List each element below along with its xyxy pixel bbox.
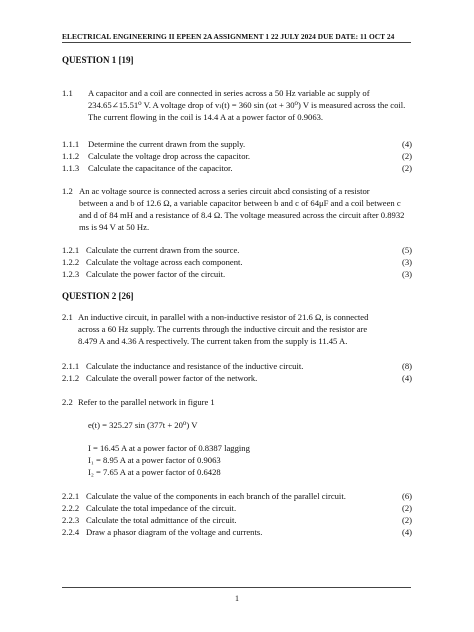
- item-marks: (2): [401, 163, 412, 173]
- item-2-1-number: 2.1: [62, 312, 73, 322]
- item-marks: (2): [401, 503, 412, 513]
- item-1-2-line: An ac voltage source is connected across a series circuit abcd consisting of a resistor: [79, 186, 370, 196]
- item-number: 2.1.1: [62, 361, 80, 371]
- item-number: 2.1.2: [62, 373, 80, 383]
- page-header: ELECTRICAL ENGINEERING II EPEEN 2A ASSIGNMENT 1 22 JULY 2024 DUE DATE: 11 OCT 24: [62, 32, 395, 41]
- item-marks: (4): [401, 527, 412, 537]
- item-2-1-line: 8.479 A and 4.36 A respectively. The current taken from the supply is 11.45 A.: [78, 336, 348, 346]
- item-text: Calculate the total admittance of the circuit.: [86, 515, 237, 525]
- item-marks: (5): [401, 245, 412, 255]
- current-total: I = 16.45 A at a power factor of 0.8387 lagging: [88, 443, 250, 453]
- item-1-1-line: 234.65∠15.51⁰ V. A voltage drop of vₗ(t) = 360 sin (ωt + 30⁰) V is measured across the coil.: [88, 100, 406, 110]
- item-text: Calculate the value of the components in each branch of the parallel circuit.: [86, 491, 346, 501]
- item-number: 1.1.2: [62, 151, 80, 161]
- item-text: Calculate the capacitance of the capacitor.: [88, 163, 233, 173]
- item-text: Calculate the current drawn from the source.: [86, 245, 240, 255]
- item-1-2-line: and d of 84 mH and a resistance of 8.4 Ω. The voltage measured across the circuit after 0.8932: [79, 210, 405, 220]
- page-number: 1: [235, 594, 239, 603]
- item-text: Calculate the voltage across each component.: [86, 257, 243, 267]
- item-2-2-number: 2.2: [62, 397, 73, 407]
- item-number: 1.1.1: [62, 139, 80, 149]
- item-text: Calculate the power factor of the circuit.: [86, 269, 226, 279]
- current-branch-1: I₁ = 8.95 A at a power factor of 0.9063: [88, 455, 221, 465]
- item-text: Calculate the total impedance of the circuit.: [86, 503, 237, 513]
- item-text: Calculate the overall power factor of the network.: [86, 373, 258, 383]
- item-1-1-line: A capacitor and a coil are connected in series across a 50 Hz variable ac supply of: [88, 88, 370, 98]
- item-1-1-line: The current flowing in the coil is 14.4 A at a power factor of 0.9063.: [88, 112, 324, 122]
- item-number: 2.2.2: [62, 503, 80, 513]
- item-number: 2.2.3: [62, 515, 80, 525]
- item-text: Draw a phasor diagram of the voltage and currents.: [86, 527, 263, 537]
- item-number: 1.1.3: [62, 163, 80, 173]
- item-marks: (8): [401, 361, 412, 371]
- item-text: Determine the current drawn from the supply.: [88, 139, 246, 149]
- voltage-equation: e(t) = 325.27 sin (377t + 20⁰) V: [88, 420, 198, 430]
- item-text: Calculate the voltage drop across the capacitor.: [88, 151, 251, 161]
- item-marks: (3): [401, 269, 412, 279]
- item-marks: (6): [401, 491, 412, 501]
- item-number: 2.2.1: [62, 491, 80, 501]
- item-2-2-intro: Refer to the parallel network in figure 1: [78, 397, 215, 407]
- item-number: 2.2.4: [62, 527, 80, 537]
- header-rule: [62, 42, 411, 43]
- footer-rule: [62, 587, 411, 588]
- question-2-title: QUESTION 2 [26]: [62, 291, 134, 301]
- item-number: 1.2.3: [62, 269, 80, 279]
- item-1-2-line: between a and b of 12.6 Ω, a variable capacitor between b and c of 64μF and a coil between c: [79, 198, 401, 208]
- item-2-1-line: An inductive circuit, in parallel with a non-inductive resistor of 21.6 Ω, is connected: [78, 312, 369, 322]
- item-text: Calculate the inductance and resistance of the inductive circuit.: [86, 361, 304, 371]
- current-branch-2: I₂ = 7.65 A at a power factor of 0.6428: [88, 467, 221, 477]
- item-marks: (2): [401, 515, 412, 525]
- item-1-2-number: 1.2: [62, 186, 73, 196]
- item-2-1-line: across a 60 Hz supply. The currents through the inductive circuit and the resistor are: [78, 324, 368, 334]
- question-1-title: QUESTION 1 [19]: [62, 55, 134, 65]
- item-marks: (3): [401, 257, 412, 267]
- item-marks: (2): [401, 151, 412, 161]
- item-marks: (4): [401, 139, 412, 149]
- item-number: 1.2.1: [62, 245, 80, 255]
- item-number: 1.2.2: [62, 257, 80, 267]
- item-1-1-number: 1.1: [62, 88, 73, 98]
- item-marks: (4): [401, 373, 412, 383]
- item-1-2-line: ms is 94 V at 50 Hz.: [79, 222, 150, 232]
